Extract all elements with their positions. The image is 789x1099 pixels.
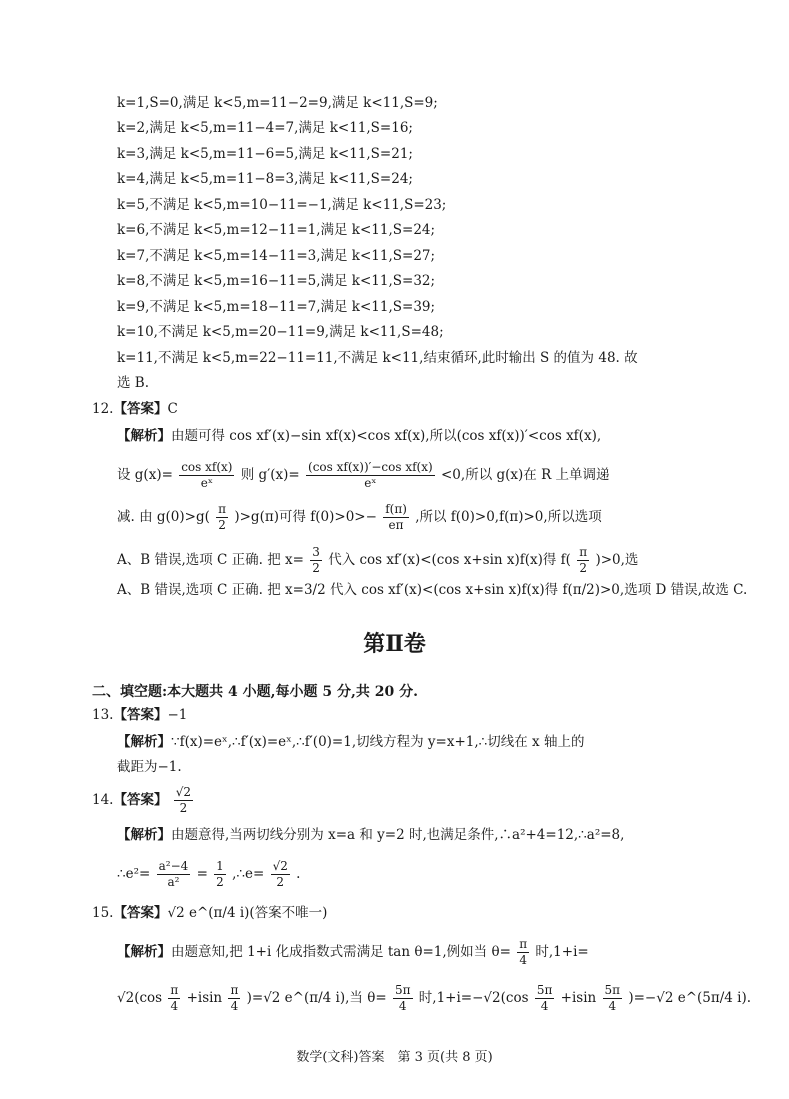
fraction: $\frac{\pi}{4}$ — [230, 983, 239, 1013]
page-footer: 数学(文科)答案 第 3 页(共 8 页) — [296, 1050, 493, 1065]
q13-answer: 13.【答案】−1 — [92, 707, 188, 723]
fraction: $\frac{√2}{2}$ — [175, 785, 192, 815]
fraction: $\frac{\text{(cos xf(x))′−cos xf(x)}}{\text{eˣ}}$ — [308, 460, 433, 490]
fraction: $\frac{\pi}{4}$ — [170, 983, 179, 1013]
q12-analysis-line-4: A、B 错误,选项 C 正确. 把 x= $\frac{3}{2}$ 代入 cos xf′(x)<(cos x+sin x)f(x)得 f( $\frac{\pi}{2}$ )>0,选 — [117, 545, 639, 575]
fraction: $\frac{1}{2}$ — [216, 859, 224, 889]
fraction: $\frac{√2}{2}$ — [272, 859, 288, 889]
fraction: $\frac{3}{2}$ — [312, 545, 320, 575]
fraction: $\frac{\pi}{4}$ — [519, 937, 528, 967]
fill-in-heading: 二、填空题:本大题共 4 小题,每小题 5 分,共 20 分. — [92, 684, 418, 700]
trace-line-10: k=10,不满足 k<5,m=20−11=9,满足 k<11,S=48; — [117, 324, 444, 340]
trace-line-9: k=9,不满足 k<5,m=18−11=7,满足 k<11,S=39; — [117, 299, 436, 315]
trace-line-8: k=8,不满足 k<5,m=16−11=5,满足 k<11,S=32; — [117, 273, 436, 289]
trace-line-3: k=3,满足 k<5,m=11−6=5,满足 k<11,S=21; — [117, 146, 413, 162]
q14-analysis-line-2: ∴e²= $\frac{\text{a²−4}}{\text{a²}}$ = $\frac{1}{2}$ ,∴e= $\frac{√2}{2}$ . — [117, 859, 301, 889]
trace-line-1: k=1,S=0,满足 k<5,m=11−2=9,满足 k<11,S=9; — [117, 95, 438, 111]
trace-line-7: k=7,不满足 k<5,m=14−11=3,满足 k<11,S=27; — [117, 248, 436, 264]
trace-line-6: k=6,不满足 k<5,m=12−11=1,满足 k<11,S=24; — [117, 222, 436, 238]
fraction: $\frac{\pi}{2}$ — [579, 545, 588, 575]
trace-line-5: k=5,不满足 k<5,m=10−11=−1,满足 k<11,S=23; — [117, 197, 447, 213]
q14-answer: 14.【答案】 $\frac{√2}{2}$ — [92, 785, 192, 815]
q13-analysis-line-1: 【解析】∵f(x)=eˣ,∴f′(x)=eˣ,∴f′(0)=1,切线方程为 y=x+1,∴切线在 x 轴上的 — [117, 734, 585, 750]
q15-analysis-line-2: √2(cos $\frac{\pi}{4}$ +isin $\frac{\pi}{4}$ )=√2 e^(π/4 i),当 θ= $\frac{5\pi}{4}$ 时,1+i=−√2(cos $\frac{5\pi}{4}$ +isin $\frac{5\pi}{4}$ )=−√2 e^(5π/4 i). — [117, 983, 752, 1013]
trace-line-4: k=4,满足 k<5,m=11−8=3,满足 k<11,S=24; — [117, 171, 413, 187]
trace-line-12: 选 B. — [117, 375, 150, 391]
q12-analysis-line-5: A、B 错误,选项 C 正确. 把 x=3/2 代入 cos xf′(x)<(cos x+sin x)f(x)得 f(π/2)>0,选项 D 错误,故选 C. — [117, 582, 748, 598]
q12-answer: 12.【答案】C — [92, 401, 178, 417]
trace-line-2: k=2,满足 k<5,m=11−4=7,满足 k<11,S=16; — [117, 120, 413, 136]
q14-analysis-line-1: 【解析】由题意得,当两切线分别为 x=a 和 y=2 时,也满足条件,∴a²+4=12,∴a²=8, — [117, 827, 625, 843]
fraction: $\frac{f(\pi)}{e\pi}$ — [385, 502, 407, 532]
fraction: $\frac{\text{cos xf(x)}}{\text{eˣ}}$ — [181, 460, 233, 490]
section-title: 第Ⅱ卷 — [363, 631, 426, 657]
q12-analysis-line-1: 【解析】由题可得 cos xf′(x)−sin xf(x)<cos xf(x),所以(cos xf(x))′<cos xf(x), — [117, 428, 602, 444]
q12-analysis-line-3: 减. 由 g(0)>g( $\frac{\pi}{2}$ )>g(π)可得 f(0)>0>− $\frac{f(\pi)}{e\pi}$ ,所以 f(0)>0,f(π)>0,所以选项 — [117, 502, 602, 532]
fraction: $\frac{\text{a²−4}}{\text{a²}}$ — [158, 859, 189, 889]
q12-analysis-line-2: 设 g(x)= $\frac{\text{cos xf(x)}}{\text{eˣ}}$ 则 g′(x)= $\frac{\text{(cos xf(x))′−cos xf(x)}}{\text{eˣ}}$ <0,所以 g(x)在 R 上单调递 — [117, 460, 610, 490]
fraction: $\frac{\pi}{2}$ — [218, 502, 227, 532]
fraction: $\frac{5\pi}{4}$ — [394, 983, 411, 1013]
fraction: $\frac{5\pi}{4}$ — [604, 983, 621, 1013]
trace-line-11: k=11,不满足 k<5,m=22−11=11,不满足 k<11,结束循环,此时输出 S 的值为 48. 故 — [117, 350, 638, 366]
q15-answer: 15.【答案】√2 e^(π/4 i)(答案不唯一) — [92, 905, 328, 921]
q15-analysis-line-1: 【解析】由题意知,把 1+i 化成指数式需满足 tan θ=1,例如当 θ= $\frac{\pi}{4}$ 时,1+i= — [117, 937, 589, 967]
fraction: $\frac{5\pi}{4}$ — [536, 983, 553, 1013]
q13-analysis-line-2: 截距为−1. — [117, 759, 182, 775]
